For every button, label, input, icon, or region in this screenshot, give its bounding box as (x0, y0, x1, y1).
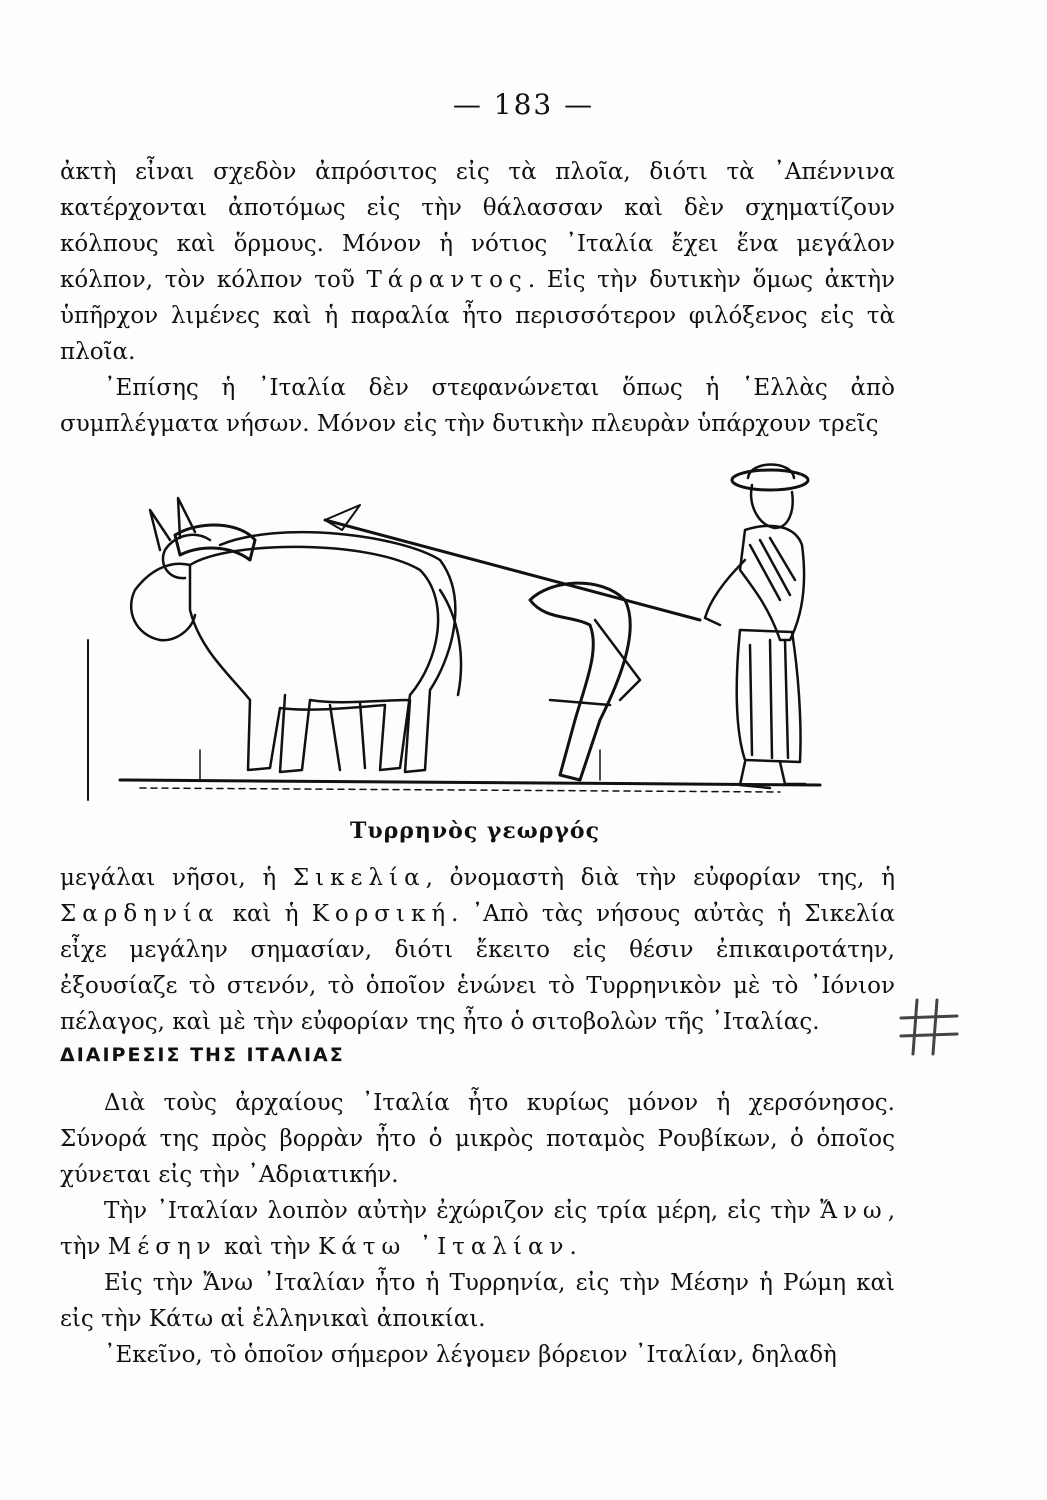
ox-head-back (163, 535, 210, 578)
figure-caption: Τυρρηνὸς γεωργός (350, 818, 600, 844)
spaced-word-sardinia: Σαρδηνία (60, 901, 220, 927)
ox-back-body (220, 532, 455, 772)
three-parts-text-d: . (569, 1234, 577, 1260)
ox-front-body (190, 547, 438, 770)
sicily-text-b: , ὀνομαστὴ διὰ τὴν εὐφορίαν της, ἡ (425, 865, 895, 891)
sicily-text-c: καὶ ἡ (219, 901, 312, 927)
paragraph-northern-italy: ᾿Εκεῖνο, τὸ ὁποῖον σήμερον λέγομεν βόρειον ᾿Ιταλίαν, δηλαδὴ (104, 1342, 837, 1368)
middle-text-block (60, 860, 895, 1040)
spaced-word-corsica: Κορσική (311, 901, 452, 927)
plough (530, 583, 630, 780)
paragraph-islands: ᾿Επίσης ἡ ᾿Ιταλία δὲν στεφανώνεται ὅπως ἡ ῾Ελλὰς ἀπὸ συμπλέγματα νήσων. Μόνον εἰς τὴν δυτικὴν πλευρὰν ὑπάρχουν τρεῖς (60, 375, 895, 437)
spaced-word-upper: Ἄνω (820, 1198, 888, 1224)
top-text-block (60, 154, 895, 442)
paragraph-three-parts (60, 1193, 895, 1265)
three-parts-text-b: , τὴν (60, 1198, 895, 1260)
paragraph-regions: Εἰς τὴν Ἄνω ᾿Ιταλίαν ἦτο ἡ Τυρρηνία, εἰς τὴν Μέσην ἡ Ρώμη καὶ εἰς τὴν Κάτω αἱ ἑλληνικαὶ ἀποικίαι. (60, 1270, 895, 1332)
paragraph-ancients: Διὰ τοὺς ἀρχαίους ᾿Ιταλία ἦτο κυρίως μόνον ἡ χερσόνησος. Σύνορά της πρὸς βορρὰν ἦτο ὁ μικρὸς ποταμὸς Ρουβίκων, ὁ ὁποῖος χύνεται εἰς τὴν ᾿Αδριατικήν. (60, 1090, 895, 1188)
ground-line (120, 780, 820, 785)
paragraph-sicily (60, 860, 895, 1040)
bottom-text-block (60, 1085, 895, 1373)
ox-head-front (131, 564, 195, 640)
paragraph-coast (60, 154, 895, 370)
three-parts-text-a: Τὴν ᾿Ιταλίαν λοιπὸν αὐτὴν ἐχώριζον εἰς τρία μέρη, εἰς τὴν (104, 1198, 821, 1224)
spaced-word-lower-italy: Κάτω ᾿Ιταλίαν (318, 1234, 570, 1260)
farmer-robe (737, 630, 801, 762)
illustration-etruscan-farmer (80, 450, 840, 810)
sicily-text-d: . ᾿Απὸ τὰς νήσους αὐτὰς ἡ Σικελία εἶχε μεγάλην σημασίαν, διότι ἔκειτο εἰς θέσιν ἐπικαιροτάτην, ἐξουσίαζε τὸ στενόν, τὸ ὁποῖον ἑνώνει τὸ Τυρρηνικὸν μὲ τὸ ᾿Ιόνιον πέλαγος, καὶ μὲ τὴν εὐφορίαν της ἦτο ὁ σιτοβολὼν τῆς ᾿Ιταλίας. (60, 901, 895, 1035)
margin-hash-mark-icon (895, 992, 965, 1062)
farmer-hat (732, 470, 808, 490)
spaced-word-taras: Τάραντος (366, 267, 528, 293)
three-parts-text-c: καὶ τὴν (216, 1234, 319, 1260)
spaced-word-middle: Μέσην (107, 1234, 217, 1260)
paragraph-coast-tail: . Εἰς τὴν δυτικὴν ὅμως ἀκτὴν ὑπῆρχον λιμένες καὶ ἡ παραλία ἦτο περισσότερον φιλόξενος εἰς τὰ πλοῖα. (60, 267, 895, 365)
spaced-word-sikelia: Σικελία (292, 865, 426, 891)
plowing-scene-drawing (80, 450, 840, 810)
plough-pole (325, 520, 700, 620)
sicily-text-a: μεγάλαι νῆσοι, ἡ (60, 865, 293, 891)
page-number: — 183 — (452, 88, 595, 121)
paragraph-coast-text: ἀκτὴ εἶναι σχεδὸν ἀπρόσιτος εἰς τὰ πλοῖα, διότι τὰ ᾿Απέννινα κατέρχονται ἀποτόμως εἰς τὴν θάλασσαν καὶ δὲν σχηματίζουν κόλπους καὶ ὅρμους. Μόνον ἡ νότιος ᾿Ιταλία ἔχει ἕνα μεγάλον κόλπον, τὸν κόλπον τοῦ (60, 159, 895, 293)
section-heading: ΔΙΑΙΡΕΣΙΣ ΤΗΣ ΙΤΑΛΙΑΣ (60, 1044, 345, 1066)
